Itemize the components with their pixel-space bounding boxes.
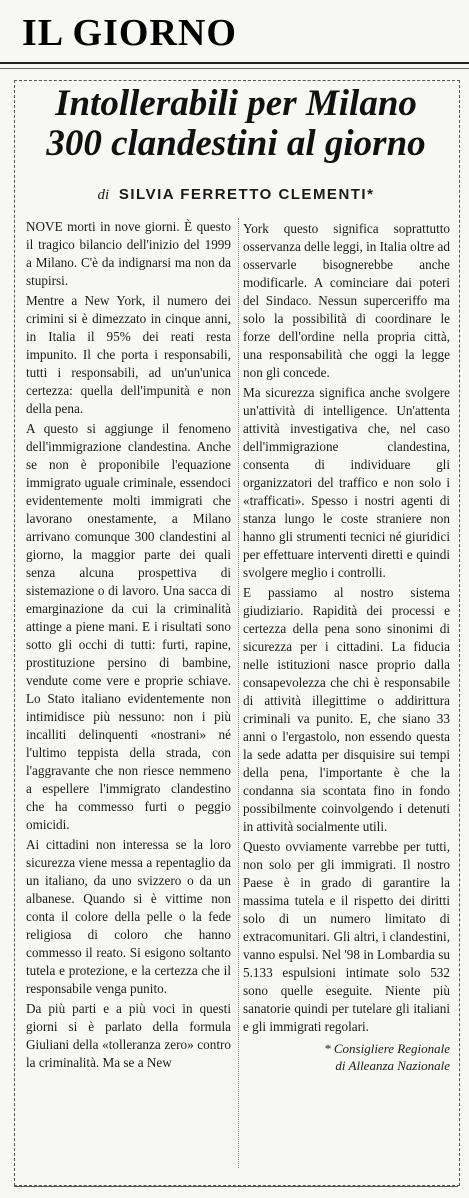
paragraph: A questo si aggiunge il fenomeno dell'immigrazione clandestina. Anche se non è proponibile l'equazione immigrato uguale criminale, essendoci evidentemente molti immigrati che lavorano onestamente, a Milano arrivano comunque 300 clandestini al giorno, la maggior parte dei quali senza alcuna prospettiva di sistemazione o di lavoro. Una sacca di emarginazione da cui la criminalità attinge a piene mani. E i risultati sono sotto gli occhi di tutti: furti, rapine, prostituzione persino di bambine, vendute come vere e proprie schiave. Lo Stato italiano evidentemente non intimidisce più nessuno: non i più incalliti delinquenti «nostrani» né l'ultimo teppista della strada, con l'aggravante che non riesce nemmeno a espellere l'immigrato clandestino che ha commesso furti o peggio omicidi. [26,421,231,832]
masthead-rule [0,62,469,64]
signature-line-2: di Alleanza Nazionale [335,1058,450,1073]
paragraph: Mentre a New York, il numero dei crimini si è dimezzato in cinque anni, in Italia il 95% dei reati resta impunito. Il che porta i responsabili, tutti i responsabili, ad un'un'unica certezza: quella dell'impunità e non della pena. [26,293,231,416]
article-column-left [26,218,231,1074]
author-signature [243,1040,450,1074]
paragraph: Ma sicurezza significa anche svolgere un'attività di intelligence. Un'attenta attività investigativa che, nel caso dell'immigrazione clandestina, consenta di individuare gli organizzatori del traffico e non solo i «trafficati». Spesso i nostri agenti di stanza lungo le coste straniere non hanno gli strumenti tecnici né giuridici per effettuare interventi diretti e quindi svolgere meglio i controlli. [243,385,450,580]
paragraph: Da più parti e a più voci in questi giorni si è parlato della formula Giuliani della «tolleranza zero» contro la criminalità. Ma se a New [26,1001,231,1070]
byline [14,186,458,204]
byline-author: SILVIA FERRETTO CLEMENTI* [118,186,375,203]
paragraph: Ai cittadini non interessa se la loro sicurezza viene messa a repentaglio da un italiano, da uno svizzero o da un albanese. Quando si è vittime non conta il colore della pelle o la fede religiosa di coloro che hanno commesso il reato. Si esigono soltanto tutela e protezione, e la certezza che il responsabile venga punito. [26,837,231,996]
bottom-rule [14,1186,458,1187]
masthead-rule-thin [0,68,469,69]
masthead-logo: IL GIORNO [22,12,237,54]
column-divider [238,218,239,1168]
paragraph: NOVE morti in nove giorni. È questo il tragico bilancio dell'inizio del 1999 a Milano. C'è da indignarsi ma non da stupirsi. [26,219,231,288]
paragraph: Questo ovviamente varrebbe per tutti, non solo per gli immigrati. Il nostro Paese è in grado di garantire la massima tutela e il rispetto dei diritti solo di un numero limitato di extracomunitari. Gli altri, i clandestini, vanno espulsi. Nel '98 in Lombardia su 5.133 espulsioni intimate solo 532 sono quelle eseguite. Niente più sanatorie quindi per tutelare gli italiani e gli immigrati regolari. [243,839,450,1034]
article-column-right [243,220,450,1074]
paragraph: E passiamo al nostro sistema giudiziario. Rapidità dei processi e certezza della pena sono sinonimi di sicurezza per i cittadini. La fiducia nelle istituzioni nasce proprio dalla consapevolezza che chi è responsabile di attività illegittime o addirittura criminali va punito. E, che siano 33 anni o l'ergastolo, non essendo questa la sede adatta per disquisire sui tempi della pena, l'importante è che la condanna sia scontata fino in fondo possibilmente coinvolgendo i detenuti in attività socialmente utili. [243,585,450,834]
signature-line-1: * Consigliere Regionale [324,1041,450,1056]
paragraph: York questo significa soprattutto osservanza delle leggi, in Italia oltre ad osservarle bisognerebbe anche modificarle. A cominciare dai poteri del Sindaco. Nessun superceriffo ma solo la possibilità di coordinare le forze dell'ordine nella propria città, una responsabilità che oggi la legge non gli concede. [243,221,450,380]
headline-line-2: 300 clandestini al giorno [46,123,426,164]
headline-line-1: Intollerabili per Milano [55,83,417,124]
headline [14,84,458,164]
byline-prefix: di [97,187,110,203]
